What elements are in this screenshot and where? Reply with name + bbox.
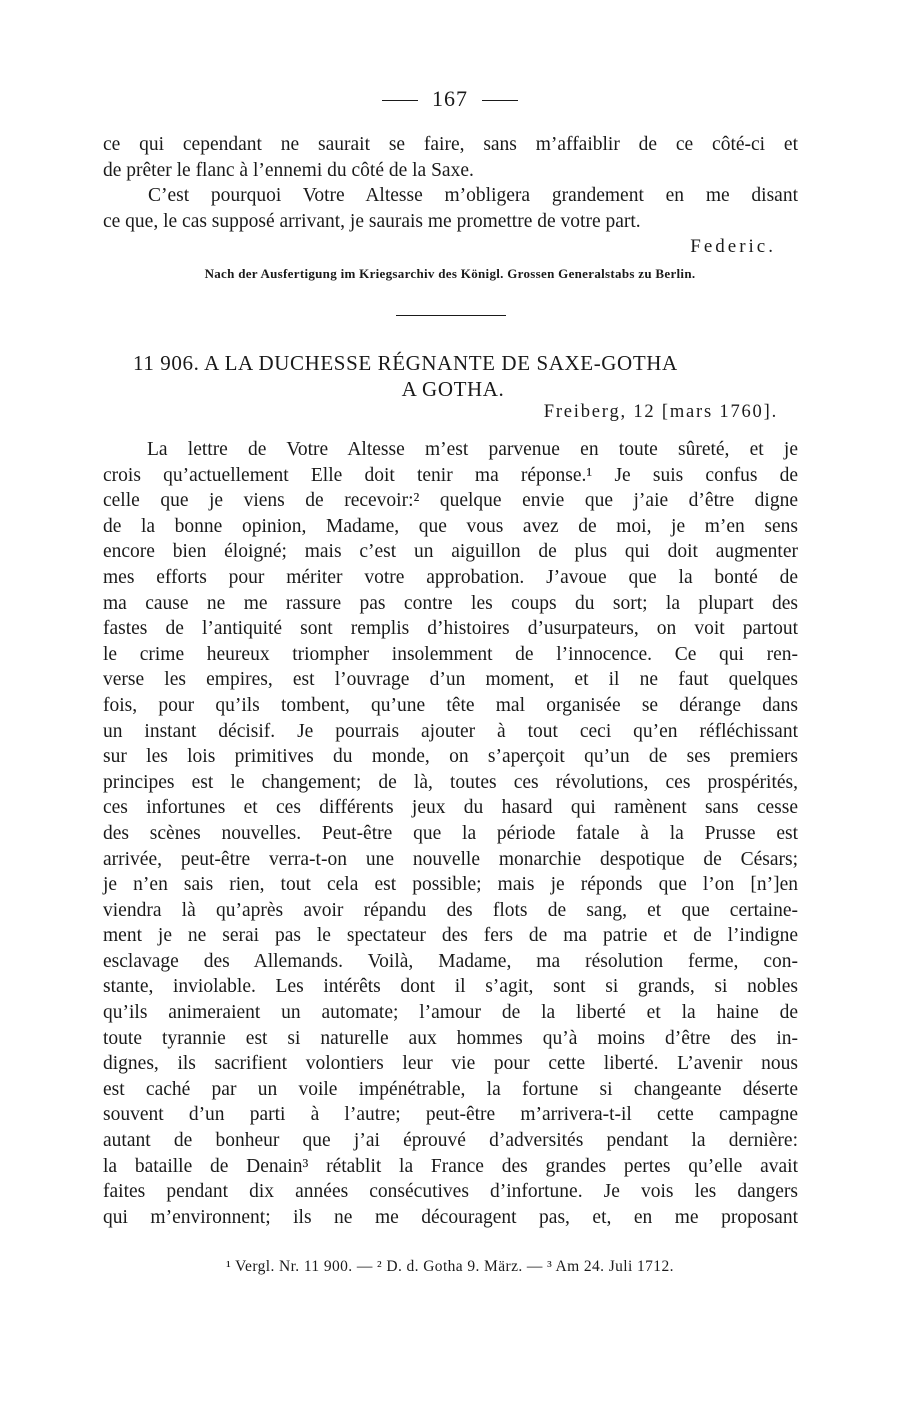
text-line: la bataille de Denain³ rétablit la France des grandes pertes qu’elle avait — [103, 1155, 798, 1177]
header-rule-left — [382, 100, 418, 101]
text-line: ma cause ne me rassure pas contre les coups du sort; la plupart des — [103, 592, 798, 614]
signature: Federic. — [690, 236, 776, 257]
text-line: de prêter le flanc à l’ennemi du côté de la Saxe. — [103, 159, 474, 181]
text-line: dignes, ils sacrifient volontiers leur vie pour cette liberté. L’avenir nous — [103, 1053, 798, 1075]
text-line: souvent d’un parti à l’autre; peut-être m’arrivera-t-il cette campagne — [103, 1104, 798, 1126]
text-line: faites pendant dix années consécutives d’infortune. Je vois les dangers — [103, 1181, 798, 1203]
header-rule-right — [482, 100, 518, 101]
text-line: ce qui cependant ne saurait se faire, sans m’affaiblir de ce côté-ci et — [103, 134, 798, 155]
text-line: celle que je viens de recevoir:² quelque envie que j’aie d’être digne — [103, 490, 798, 512]
text-line: le crime heureux triompher insolemment de l’innocence. Ce qui ren- — [103, 643, 798, 665]
text-line: je n’en sais rien, tout cela est possible; mais je réponds que l’on [n’]en — [103, 874, 798, 896]
text-line: crois qu’actuellement Elle doit tenir ma réponse.¹ Je suis confus de — [103, 464, 798, 486]
text-line: arrivée, peut-être verra-t-on une nouvelle monarchie despotique de Césars; — [103, 848, 798, 870]
text-line: La lettre de Votre Altesse m’est parvenue en toute sûreté, et je — [147, 439, 798, 460]
text-line: fastes de l’antiquité sont remplis d’histoires d’usurpateurs, on voit partout — [103, 618, 798, 640]
text-line: toute tyrannie est si naturelle aux hommes qu’à moins d’être des in- — [103, 1027, 798, 1049]
page-number: 167 — [432, 86, 468, 111]
text-line: autant de bonheur que j’ai éprouvé d’adversités pendant la dernière: — [103, 1130, 798, 1152]
text-line: esclavage des Allemands. Voilà, Madame, ma résolution ferme, con- — [103, 950, 798, 972]
section-separator — [396, 315, 506, 316]
text-line: ces infortunes et ces différents jeux du hasard qui ramènent sans cesse — [103, 797, 798, 819]
text-line: C’est pourquoi Votre Altesse m’obligera grandement en me disant — [148, 185, 798, 207]
text-line: encore bien éloigné; mais c’est un aiguillon de plus qui doit augmenter — [103, 541, 798, 563]
text-line: viendra là qu’après avoir répandu des flots de sang, et que certaine- — [103, 899, 798, 921]
text-line: de la bonne opinion, Madame, que vous avez de moi, je m’en sens — [103, 515, 798, 537]
text-line: des scènes nouvelles. Peut-être que la période fatale à la Prusse est — [103, 822, 798, 844]
previous-letter-ending — [103, 132, 798, 234]
text-line: qui m’environnent; ils ne me découragent pas, et, en me proposant — [103, 1206, 798, 1228]
dateline: Freiberg, 12 [mars 1760]. — [543, 402, 778, 422]
text-line: fois, pour qu’ils tombent, qu’une tête mal organisée se dérange dans — [103, 694, 798, 716]
text-line: principes est le changement; de là, toutes ces révolutions, ces prospérités, — [103, 771, 798, 793]
letter-body — [103, 437, 798, 1230]
text-line: ment je ne serai pas le spectateur des fers de ma patrie et de l’indigne — [103, 925, 798, 947]
text-line: ce que, le cas supposé arrivant, je saurais me promettre de votre part. — [103, 210, 641, 232]
letter-title-line-1: 11 906. A LA DUCHESSE RÉGNANTE DE SAXE-GOTHA — [133, 351, 678, 375]
footnotes: ¹ Vergl. Nr. 11 900. — ² D. d. Gotha 9. März. — ³ Am 24. Juli 1712. — [226, 1258, 674, 1275]
text-line: verse les empires, est l’ouvrage d’un moment, et il ne faut quelques — [103, 669, 798, 691]
text-line: stante, inviolable. Les intérêts dont il s’agit, sont si grands, si nobles — [103, 976, 798, 998]
text-line: sur les lois primitives du monde, on s’aperçoit qu’un de ses premiers — [103, 746, 798, 768]
text-line: qu’ils animeraient un automate; l’amour de la liberté et la haine de — [103, 1002, 798, 1024]
letter-title — [0, 350, 900, 402]
text-line: est caché par un voile impénétrable, la fortune si changeante déserte — [103, 1078, 798, 1100]
text-line: un instant décisif. Je pourrais ajouter à tout ceci qu’en réfléchissant — [103, 720, 798, 742]
letter-title-line-2: A GOTHA. — [401, 377, 505, 401]
text-line: mes efforts pour mériter votre approbation. J’avoue que la bonté de — [103, 566, 798, 588]
page-header — [0, 86, 900, 112]
source-note: Nach der Ausfertigung im Kriegsarchiv des Königl. Grossen Generalstabs zu Berlin. — [204, 266, 696, 281]
